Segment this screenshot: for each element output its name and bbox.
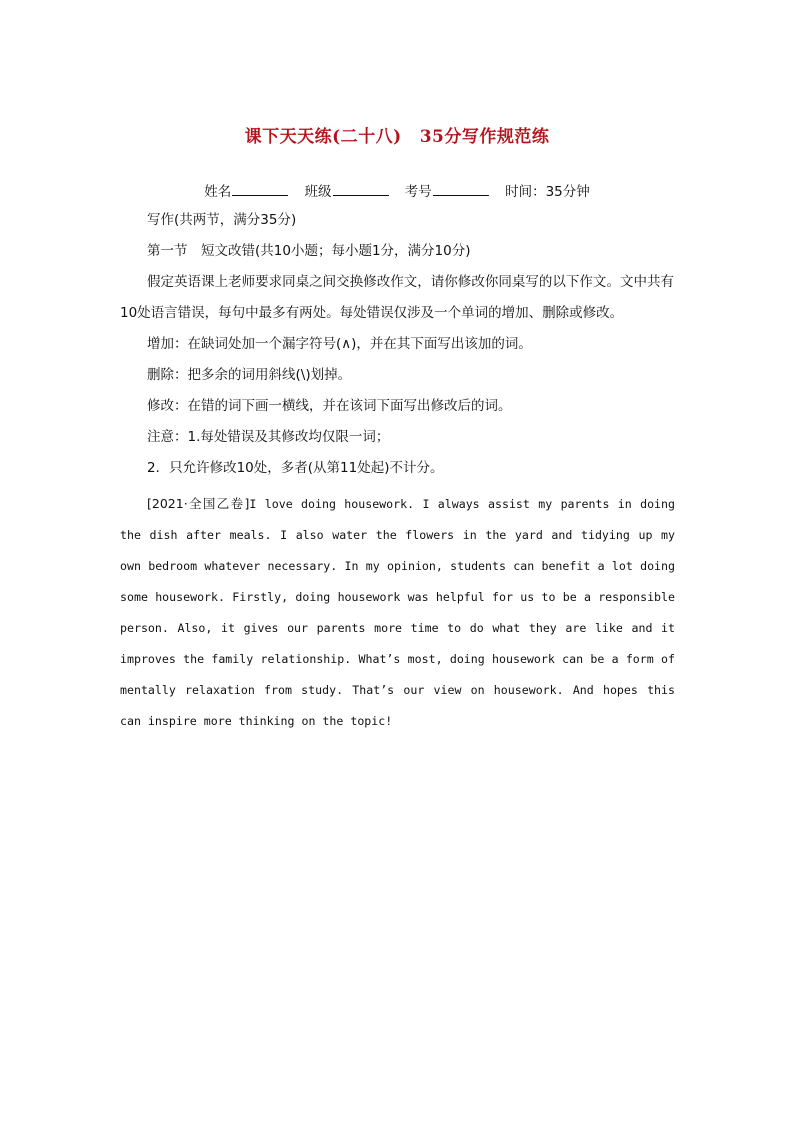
name-blank[interactable] xyxy=(232,183,288,196)
note-2: 2．只允许修改10处，多者(从第11处起)不计分。 xyxy=(147,460,444,476)
rule-add: 增加：在缺词处加一个漏字符号(∧)，并在其下面写出该加的词。 xyxy=(147,336,532,352)
instruction-paragraph: 假定英语课上老师要求同桌之间交换修改作文，请你修改你同桌写的以下作文。文中共有10处语言错误，每句中最多有两处。每处错误仅涉及一个单词的增加、删除或修改。 xyxy=(120,274,674,321)
name-field[interactable]: 姓名 xyxy=(204,180,288,200)
section-heading: 写作(共两节，满分35分) xyxy=(147,212,297,228)
title-subject: 35分写作规范练 xyxy=(419,127,550,147)
passage-source: [2021·全国乙卷] xyxy=(147,496,250,511)
class-field[interactable]: 班级 xyxy=(305,180,389,200)
instructions-block xyxy=(120,205,674,484)
class-blank[interactable] xyxy=(333,183,389,196)
essay-passage xyxy=(120,488,675,737)
rule-modify: 修改：在错的词下画一横线，并在该词下面写出修改后的词。 xyxy=(147,398,512,414)
page-title xyxy=(0,122,794,147)
title-series: 课下天天练(二十八) xyxy=(244,127,402,147)
student-info-line xyxy=(0,180,794,200)
rule-delete: 删除：把多余的词用斜线(\)划掉。 xyxy=(147,367,352,383)
number-blank[interactable] xyxy=(433,183,489,196)
part1-heading: 第一节 短文改错(共10小题；每小题1分，满分10分) xyxy=(147,243,471,259)
number-field[interactable]: 考号 xyxy=(405,180,489,200)
passage-text: I love doing housework. I always assist my parents in doing the dish after meals. I also water the flowers in the yard and tidying up my own bedroom whatever necessary. In my opinion, students can benefit a lot doing some housework. Firstly, doing housework was helpful for us to be a responsible person. Also, it gives our parents more time to do what they are like and it improves the family relationship. What’s most, doing housework can be a form of mentally relaxation from study. That’s our view on housework. And hopes this can inspire more thinking on the topic! xyxy=(120,497,675,728)
note-1: 注意：1.每处错误及其修改均仅限一词； xyxy=(147,429,390,445)
time-limit: 时间：35分钟 xyxy=(505,184,590,200)
